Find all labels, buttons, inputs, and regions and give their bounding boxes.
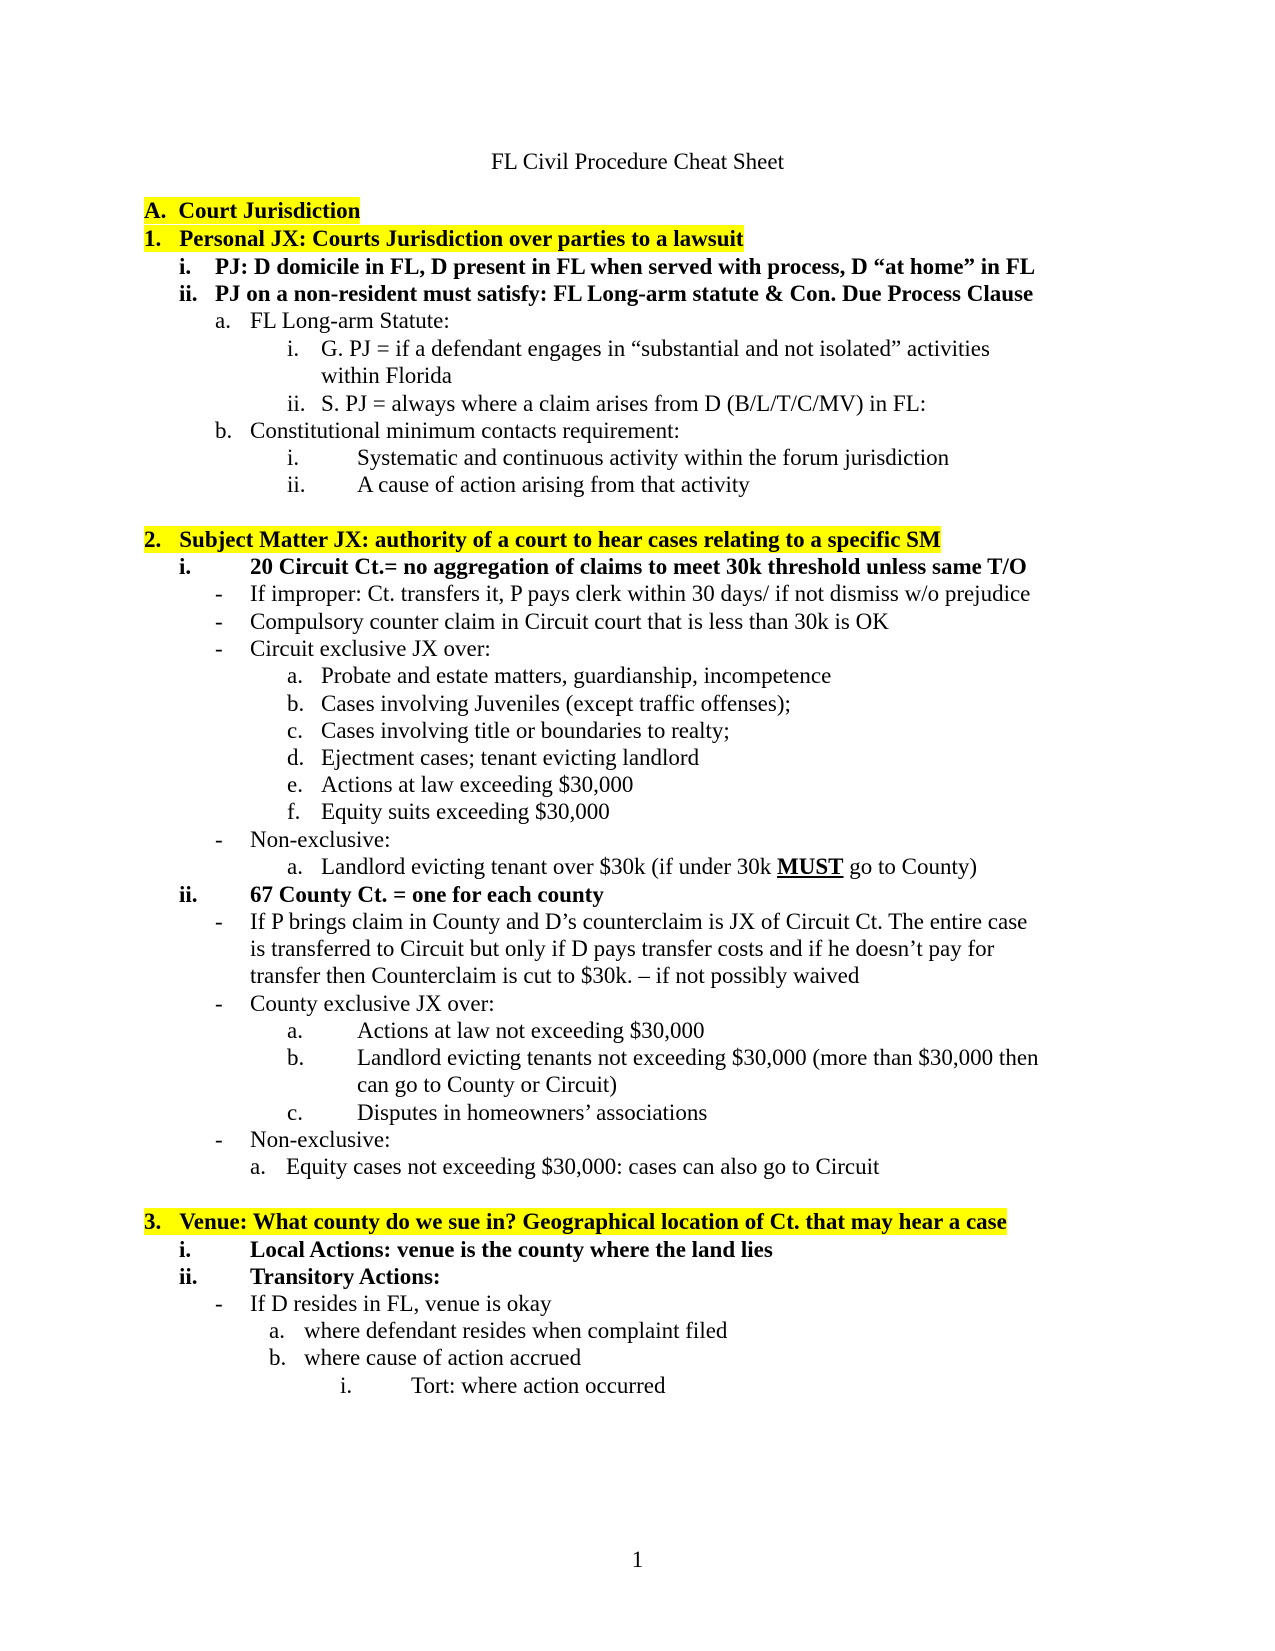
circuit-item-marker: b.: [287, 691, 305, 716]
s2-i-nonex-text: [321, 853, 977, 880]
county-item-c-marker: c.: [287, 1100, 303, 1125]
s1-b-i-marker: i.: [287, 445, 300, 470]
section-2-heading: [144, 526, 941, 553]
s2-ii-marker: ii.: [179, 882, 198, 907]
circuit-item-text: Equity suits exceeding $30,000: [321, 799, 610, 824]
county-item-b-line2: can go to County or Circuit): [357, 1072, 617, 1097]
s1-a-marker: a.: [215, 308, 231, 333]
section-2-text: Subject Matter JX: authority of a court to hear cases relating to a specific SM: [179, 527, 941, 552]
county-item-b-marker: b.: [287, 1045, 305, 1070]
circuit-item-marker: e.: [287, 772, 303, 797]
s3-dash1-marker: -: [215, 1291, 223, 1316]
s2-ii-dash1-marker: -: [215, 909, 223, 934]
section-3-heading: [144, 1208, 1007, 1235]
section-1-heading: [144, 225, 744, 252]
section-a-marker: A.: [144, 198, 167, 223]
s2-i-dash1-marker: -: [215, 581, 223, 606]
page-number: 1: [631, 1547, 644, 1572]
s1-a-text: FL Long-arm Statute:: [250, 308, 450, 333]
s3-i-marker: i.: [179, 1237, 192, 1262]
s2-ii-dash2-text: County exclusive JX over:: [250, 991, 495, 1016]
county-item-a-marker: a.: [287, 1018, 303, 1043]
s1-a-i-line1: G. PJ = if a defendant engages in “substantial and not isolated” activities: [321, 336, 990, 361]
s1-a-ii-text: S. PJ = always where a claim arises from D (B/L/T/C/MV) in FL:: [321, 391, 927, 416]
s1-a-i-marker: i.: [287, 336, 300, 361]
s1-i-marker: i.: [179, 254, 192, 279]
must-emphasis: MUST: [777, 854, 844, 879]
county-item-b-line1: Landlord evicting tenants not exceeding $30,000 (more than $30,000 then: [357, 1045, 1039, 1070]
circuit-item-text: Ejectment cases; tenant evicting landlord: [321, 745, 700, 770]
s3-b-marker: b.: [269, 1345, 287, 1370]
s2-ii-dash2-marker: -: [215, 991, 223, 1016]
s1-b-marker: b.: [215, 418, 233, 443]
section-3-text: Venue: What county do we sue in? Geographical location of Ct. that may hear a case: [179, 1209, 1007, 1234]
s2-i-dash3-marker: -: [215, 636, 223, 661]
s3-b-i-marker: i.: [340, 1373, 353, 1398]
circuit-item-text: Cases involving title or boundaries to realty;: [321, 718, 730, 743]
s2-ii-dash1-line1: If P brings claim in County and D’s counterclaim is JX of Circuit Ct. The entire case: [250, 909, 1028, 934]
county-item-c-text: Disputes in homeowners’ associations: [357, 1100, 708, 1125]
section-1-marker: 1.: [144, 226, 162, 251]
s3-i-text: Local Actions: venue is the county where the land lies: [250, 1237, 773, 1262]
s1-b-text: Constitutional minimum contacts requirement:: [250, 418, 680, 443]
s2-ii-nonex-text: Equity cases not exceeding $30,000: cases can also go to Circuit: [286, 1154, 880, 1179]
circuit-item-marker: a.: [287, 663, 303, 688]
s2-i-marker: i.: [179, 554, 192, 579]
section-a-heading: [144, 197, 360, 224]
s1-b-i-text: Systematic and continuous activity within the forum jurisdiction: [357, 445, 950, 470]
circuit-item-text: Cases involving Juveniles (except traffic offenses);: [321, 691, 791, 716]
s2-i-dash1-text: If improper: Ct. transfers it, P pays clerk within 30 days/ if not dismiss w/o prejudice: [250, 581, 1031, 606]
s3-b-i-text: Tort: where action occurred: [411, 1373, 666, 1398]
s1-i-text: PJ: D domicile in FL, D present in FL when served with process, D “at home” in FL: [215, 254, 1036, 279]
s2-ii-dash1-line2: is transferred to Circuit but only if D pays transfer costs and if he doesn’t pay for: [250, 936, 995, 961]
s1-b-ii-marker: ii.: [287, 472, 306, 497]
section-3-marker: 3.: [144, 1209, 162, 1234]
circuit-item-text: Probate and estate matters, guardianship, incompetence: [321, 663, 832, 688]
s2-i-dash2-text: Compulsory counter claim in Circuit court that is less than 30k is OK: [250, 609, 889, 634]
s2-i-dash2-marker: -: [215, 609, 223, 634]
circuit-item-marker: c.: [287, 718, 303, 743]
s2-i-nonex-marker: a.: [287, 854, 303, 879]
s3-ii-text: Transitory Actions:: [250, 1264, 441, 1289]
s3-dash1-text: If D resides in FL, venue is okay: [250, 1291, 552, 1316]
section-a-text: Court Jurisdiction: [178, 198, 361, 223]
s2-i-nonex-post: go to County): [843, 854, 978, 879]
s2-ii-dash1-line3: transfer then Counterclaim is cut to $30k. – if not possibly waived: [250, 963, 860, 988]
s2-ii-text: 67 County Ct. = one for each county: [250, 882, 604, 907]
s1-a-ii-marker: ii.: [287, 391, 306, 416]
section-2-marker: 2.: [144, 527, 162, 552]
s2-i-nonex-pre: Landlord evicting tenant over $30k (if under 30k: [321, 854, 778, 879]
circuit-item-marker: f.: [287, 799, 301, 824]
s2-i-text: 20 Circuit Ct.= no aggregation of claims to meet 30k threshold unless same T/O: [250, 554, 1027, 579]
section-1-text: Personal JX: Courts Jurisdiction over parties to a lawsuit: [179, 226, 744, 251]
s1-ii-marker: ii.: [179, 281, 198, 306]
s1-a-i-line2: within Florida: [321, 363, 452, 388]
s1-ii-text: PJ on a non-resident must satisfy: FL Long-arm statute & Con. Due Process Clause: [215, 281, 1034, 306]
s2-i-dash4-marker: -: [215, 827, 223, 852]
s2-ii-nonex-marker: a.: [250, 1154, 266, 1179]
s3-a-marker: a.: [269, 1318, 285, 1343]
s2-ii-dash3-text: Non-exclusive:: [250, 1127, 391, 1152]
s3-ii-marker: ii.: [179, 1264, 198, 1289]
document-title: FL Civil Procedure Cheat Sheet: [491, 149, 784, 174]
county-item-a-text: Actions at law not exceeding $30,000: [357, 1018, 705, 1043]
s1-b-ii-text: A cause of action arising from that activity: [357, 472, 750, 497]
circuit-item-marker: d.: [287, 745, 305, 770]
s2-ii-dash3-marker: -: [215, 1127, 223, 1152]
s2-i-dash4-text: Non-exclusive:: [250, 827, 391, 852]
s3-b-text: where cause of action accrued: [304, 1345, 582, 1370]
s3-a-text: where defendant resides when complaint filed: [304, 1318, 728, 1343]
s2-i-dash3-text: Circuit exclusive JX over:: [250, 636, 491, 661]
circuit-item-text: Actions at law exceeding $30,000: [321, 772, 634, 797]
